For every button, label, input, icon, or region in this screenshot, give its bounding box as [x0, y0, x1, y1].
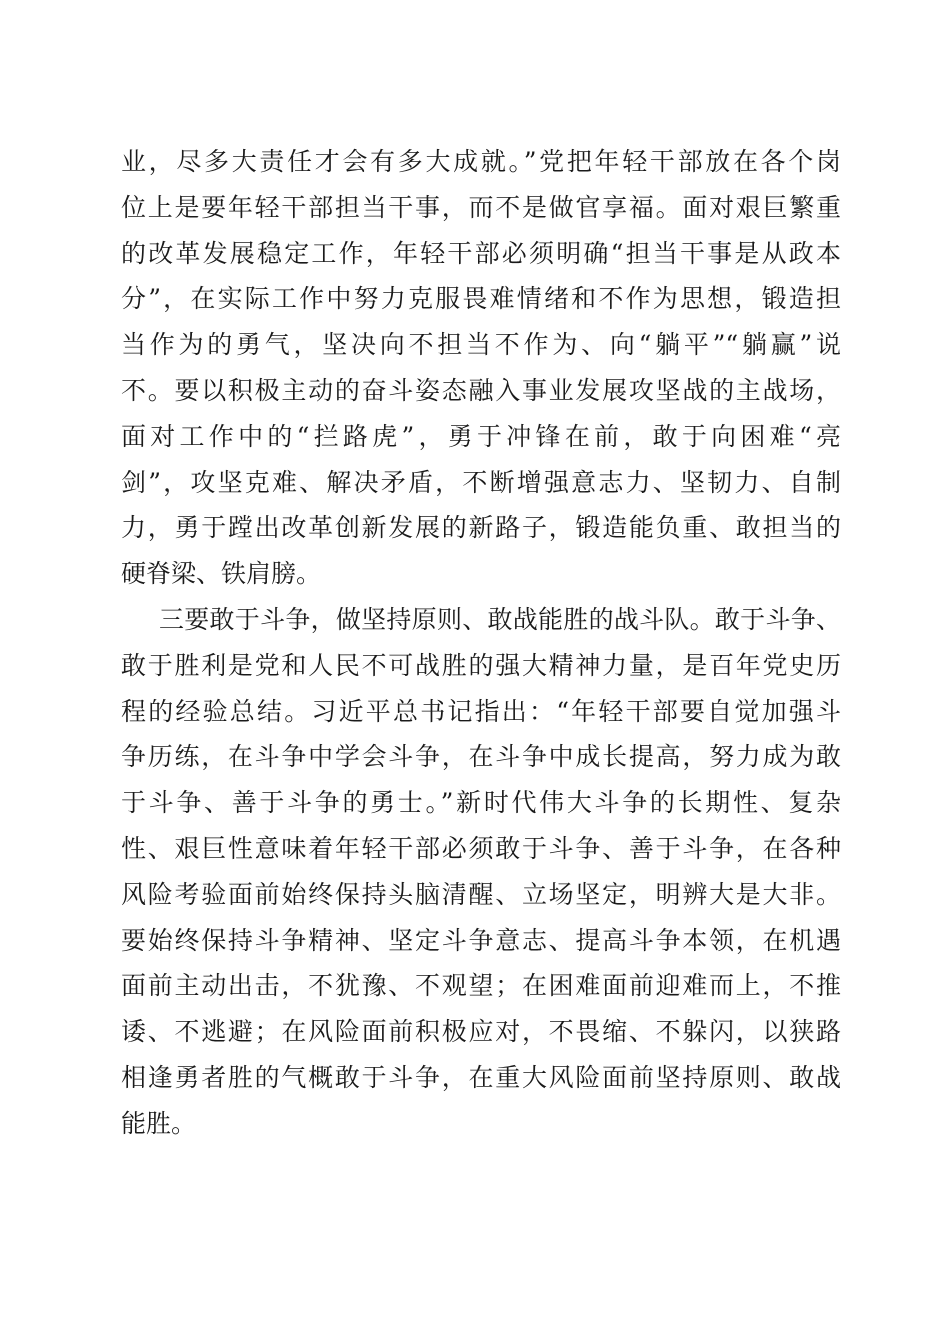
text-line: 力，勇于蹚出改革创新发展的新路子，锻造能负重、敢担当的 [121, 513, 841, 543]
text-line: 的改革发展稳定工作，年轻干部必须明确“担当干事是从政本 [121, 238, 841, 268]
text-line: 分”，在实际工作中努力克服畏难情绪和不作为思想，锻造担 [121, 284, 841, 314]
text-line: 程的经验总结。习近平总书记指出：“年轻干部要自觉加强斗 [121, 696, 841, 726]
paragraph-2 [121, 597, 841, 1147]
text-line: 于斗争、善于斗争的勇士。”新时代伟大斗争的长期性、复杂 [121, 788, 841, 818]
text-line: 风险考验面前始终保持头脑清醒、立场坚定，明辨大是大非。 [121, 879, 841, 909]
text-line: 能胜。 [121, 1108, 197, 1138]
text-line: 要始终保持斗争精神、坚定斗争意志、提高斗争本领，在机遇 [121, 925, 841, 955]
text-line: 面前主动出击，不犹豫、不观望；在困难面前迎难而上，不推 [121, 971, 841, 1001]
text-line: 当作为的勇气，坚决向不担当不作为、向“躺平”“躺赢”说 [121, 330, 841, 360]
text-line: 业，尽多大责任才会有多大成就。”党把年轻干部放在各个岗 [121, 147, 841, 176]
text-line: 性、艰巨性意味着年轻干部必须敢于斗争、善于斗争，在各种 [121, 833, 841, 863]
body-text [121, 139, 841, 1147]
paragraph-1 [121, 139, 841, 597]
text-line: 敢于胜利是党和人民不可战胜的强大精神力量，是百年党史历 [121, 650, 841, 680]
text-line: 相逢勇者胜的气概敢于斗争，在重大风险面前坚持原则、敢战 [121, 1062, 841, 1092]
text-line: 三要敢于斗争，做坚持原则、敢战能胜的战斗队。敢于斗争、 [159, 604, 841, 634]
text-line: 争历练，在斗争中学会斗争，在斗争中成长提高，努力成为敢 [121, 742, 841, 772]
text-line: 不。要以积极主动的奋斗姿态融入事业发展攻坚战的主战场， [121, 375, 841, 405]
text-line: 硬脊梁、铁肩膀。 [121, 559, 322, 589]
text-line: 面对工作中的“拦路虎”，勇于冲锋在前，敢于向困难“亮 [121, 421, 841, 451]
text-line: 位上是要年轻干部担当干事，而不是做官享福。面对艰巨繁重 [121, 192, 841, 222]
text-line: 剑”，攻坚克难、解决矛盾，不断增强意志力、坚韧力、自制 [121, 467, 841, 497]
text-line: 诿、不逃避；在风险面前积极应对，不畏缩、不躲闪，以狭路 [121, 1017, 841, 1047]
